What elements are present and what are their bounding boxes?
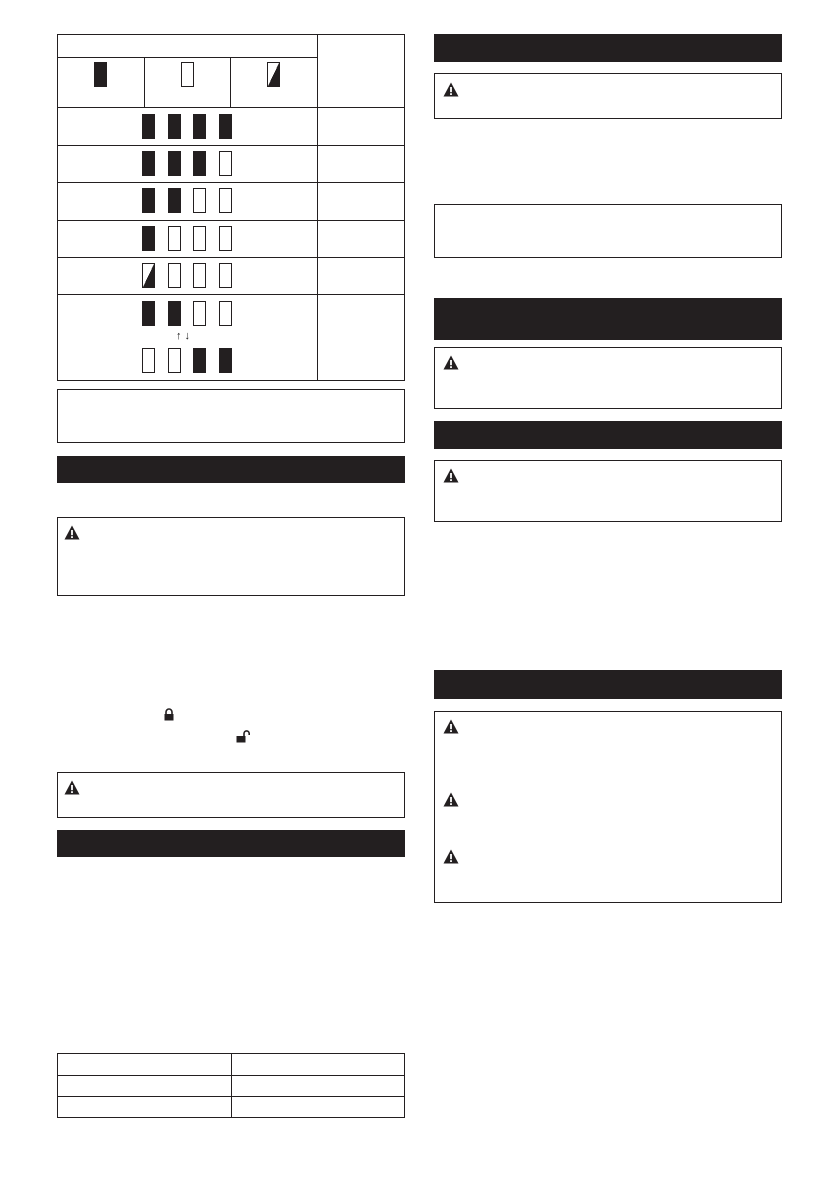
table-row-line [57, 220, 405, 221]
caution-box [434, 73, 782, 119]
table-row-line [57, 107, 405, 108]
legend-off-indicator [181, 62, 194, 87]
lamp-indicator [142, 114, 155, 139]
table-row-line [57, 1075, 405, 1076]
section-heading-bar [434, 421, 782, 449]
lamp-indicator [219, 114, 232, 139]
lamp-indicator [219, 301, 232, 326]
table-divider-h1 [144, 57, 145, 107]
section-heading-bar [434, 34, 782, 62]
section-heading-bar [434, 298, 782, 340]
warning-triangle-icon [443, 82, 459, 97]
lamp-indicator [168, 348, 181, 373]
battery-indicator-table [57, 34, 405, 381]
lamp-indicator [219, 348, 232, 373]
table-divider-header-top [57, 57, 318, 58]
lamp-indicator [142, 151, 155, 176]
lamp-indicator [193, 114, 206, 139]
lamp-indicator [193, 226, 206, 251]
warning-triangle-icon [443, 849, 459, 864]
lamp-indicator [142, 263, 155, 288]
lamp-indicator [193, 188, 206, 213]
lamp-indicator [168, 301, 181, 326]
warning-triangle-icon [443, 719, 459, 734]
note-box [57, 389, 405, 443]
lamp-indicator [142, 348, 155, 373]
warning-triangle-icon [64, 780, 80, 795]
section-heading-bar [57, 830, 405, 857]
lamp-indicator [193, 151, 206, 176]
lamp-indicator [193, 348, 206, 373]
lamp-indicator [193, 301, 206, 326]
lamp-indicator [142, 226, 155, 251]
alternate-arrows: ↑ ↓ [176, 330, 191, 342]
warning-triangle-icon [64, 525, 80, 540]
lamp-indicator [142, 301, 155, 326]
warning-triangle-icon [443, 792, 459, 807]
padlock-locked-icon [163, 708, 175, 721]
table-row-line [57, 294, 405, 295]
section-heading-bar [57, 456, 405, 483]
lamp-indicator [168, 226, 181, 251]
caution-box [57, 772, 405, 818]
lamp-indicator [168, 151, 181, 176]
table-row-line [57, 145, 405, 146]
caution-box [57, 517, 405, 596]
section-heading-bar [434, 670, 782, 699]
warning-triangle-icon [443, 355, 459, 370]
lamp-indicator [219, 263, 232, 288]
warning-triangle-icon [443, 468, 459, 483]
legend-lit-indicator [94, 62, 107, 87]
caution-box [434, 347, 782, 409]
note-box [434, 204, 782, 258]
caution-box [434, 460, 782, 522]
legend-blinking-indicator [267, 62, 280, 87]
lamp-indicator [219, 188, 232, 213]
lamp-indicator [142, 188, 155, 213]
lamp-indicator [193, 263, 206, 288]
table-col-divider [231, 1053, 232, 1118]
lamp-indicator [219, 151, 232, 176]
table-row-line [57, 257, 405, 258]
lamp-indicator [168, 263, 181, 288]
table-divider-remarks [317, 34, 318, 381]
caution-box [434, 711, 782, 903]
spec-table [57, 1053, 405, 1118]
lamp-indicator [168, 188, 181, 213]
table-row-line [57, 1096, 405, 1097]
table-divider-h2 [230, 57, 231, 107]
padlock-unlocked-icon [236, 730, 250, 743]
lamp-indicator [168, 114, 181, 139]
lamp-indicator [219, 226, 232, 251]
table-row-line [57, 182, 405, 183]
